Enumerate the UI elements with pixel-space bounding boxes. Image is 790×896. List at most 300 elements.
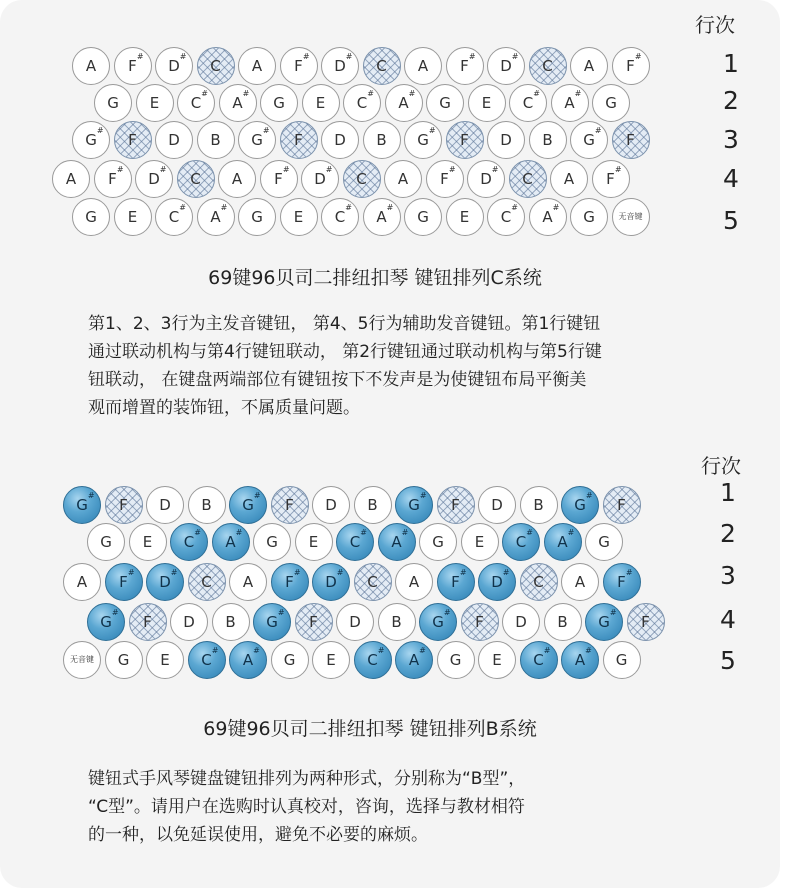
key-button [585, 603, 623, 641]
key-button [363, 121, 401, 159]
key-note: G [117, 650, 130, 669]
key-button [461, 603, 499, 641]
key-note: A [85, 56, 97, 75]
key-button [105, 563, 143, 601]
key-note: C # [168, 202, 186, 226]
key-note: F [451, 495, 460, 514]
sharp-mark: # [408, 88, 416, 98]
key-button [63, 486, 101, 524]
key-button [612, 121, 650, 159]
key-note: E [293, 207, 304, 226]
key-note: G [432, 532, 444, 551]
key-button [478, 486, 516, 524]
sharp-mark: # [302, 51, 310, 61]
key-button [280, 47, 318, 85]
key-button [253, 523, 291, 561]
key-button [52, 160, 90, 198]
key-note: G # [76, 490, 95, 514]
key-note: G # [251, 125, 270, 149]
key-note: E [315, 93, 326, 112]
key-button [295, 523, 333, 561]
key-note: F [460, 130, 469, 149]
key-note: C [522, 169, 533, 188]
key-button [114, 47, 152, 85]
key-note: F [617, 495, 626, 514]
key-button [280, 198, 318, 236]
key-note: G [583, 207, 595, 226]
sharp-mark: # [574, 88, 582, 98]
key-note: E [459, 207, 470, 226]
key-button [570, 47, 608, 85]
sharp-mark: # [179, 202, 186, 212]
key-note: F [294, 130, 303, 149]
key-button [212, 523, 250, 561]
key-button [114, 198, 152, 236]
sharp-mark: # [253, 490, 261, 500]
key-note: A # [564, 88, 582, 112]
key-note: D # [168, 51, 187, 75]
key-button [461, 523, 499, 561]
key-note: G [449, 650, 462, 669]
key-note: B [557, 612, 568, 631]
key-button [426, 84, 464, 122]
key-note: D [515, 612, 527, 631]
key-note: C # [190, 88, 208, 112]
key-button [419, 603, 457, 641]
key-note: G [417, 207, 429, 226]
key-button [260, 84, 298, 122]
key-button [105, 486, 143, 524]
key-note: C [533, 572, 544, 591]
sharp-mark: # [614, 164, 622, 174]
key-button [592, 84, 630, 122]
key-button [229, 486, 267, 524]
key-note: 无音键 [70, 655, 94, 664]
key-note: C [376, 56, 387, 75]
sharp-mark: # [448, 164, 456, 174]
key-button [529, 47, 567, 85]
key-button [155, 47, 193, 85]
sharp-mark: # [136, 51, 144, 61]
key-button [378, 523, 416, 561]
key-button [437, 641, 475, 679]
key-button [280, 121, 318, 159]
key-note: F # [274, 164, 290, 188]
key-button [238, 198, 276, 236]
sharp-mark: # [360, 527, 367, 537]
silent-button [63, 641, 101, 679]
key-button [302, 84, 340, 122]
key-note: G [100, 532, 112, 551]
sharp-mark: # [242, 88, 250, 98]
sharp-mark: # [428, 125, 436, 135]
key-button [520, 641, 558, 679]
key-note: F # [119, 567, 135, 591]
key-note: E [142, 532, 153, 551]
key-button [155, 121, 193, 159]
key-button [343, 84, 381, 122]
key-note: D [500, 130, 512, 149]
key-button [561, 563, 599, 601]
key-note: 无音键 [618, 212, 643, 221]
key-button [72, 121, 110, 159]
sharp-mark: # [377, 645, 385, 655]
sharp-mark: # [220, 202, 228, 212]
key-note: G [283, 650, 296, 669]
key-note: B [201, 495, 212, 514]
key-note: F # [460, 51, 476, 75]
key-button [295, 603, 333, 641]
row-number: 1 [723, 49, 739, 78]
silent-button [612, 198, 650, 236]
key-button [446, 121, 484, 159]
key-note: C [190, 169, 201, 188]
key-button [561, 641, 599, 679]
sharp-mark: # [345, 202, 352, 212]
row-number: 2 [723, 86, 739, 115]
key-note: F # [440, 164, 456, 188]
key-button [135, 160, 173, 198]
key-button [212, 603, 250, 641]
key-button [188, 641, 226, 679]
key-button [509, 160, 547, 198]
sharp-mark: # [293, 567, 301, 577]
key-button [94, 84, 132, 122]
key-note: D # [491, 567, 510, 591]
key-button [197, 121, 235, 159]
row-number: 3 [720, 561, 736, 590]
key-button [336, 523, 374, 561]
sharp-mark: # [511, 202, 518, 212]
key-note: F # [108, 164, 124, 188]
key-note: D # [325, 567, 344, 591]
key-button [87, 603, 125, 641]
key-note: G # [432, 607, 451, 631]
key-note: A [408, 572, 420, 591]
key-button [404, 198, 442, 236]
key-button [312, 486, 350, 524]
key-button [437, 563, 475, 601]
key-note: A # [391, 527, 409, 551]
key-note: G # [598, 607, 617, 631]
key-note: D [183, 612, 195, 631]
key-button [404, 121, 442, 159]
key-button [603, 563, 641, 601]
key-note: C [201, 572, 212, 591]
key-button [502, 523, 540, 561]
key-note: G # [242, 490, 261, 514]
key-note: E [481, 93, 492, 112]
sharp-mark: # [235, 527, 243, 537]
paragraph-line: 键钮式手风琴键盘键钮排列为两种形式，分别称为“B型”， [88, 769, 526, 789]
sharp-mark: # [594, 125, 602, 135]
key-button [354, 486, 392, 524]
key-button [301, 160, 339, 198]
description-b [88, 765, 525, 849]
key-note: E [326, 650, 336, 669]
key-button [336, 603, 374, 641]
key-note: E [492, 650, 502, 669]
sharp-mark: # [419, 490, 427, 500]
key-note: G [107, 93, 119, 112]
key-button [72, 198, 110, 236]
key-note: C # [334, 202, 352, 226]
sharp-mark: # [194, 527, 201, 537]
key-note: E [149, 93, 160, 112]
key-note: C # [201, 645, 219, 669]
key-button [114, 121, 152, 159]
sharp-mark: # [625, 567, 633, 577]
sharp-mark: # [159, 164, 167, 174]
diagram-caption-b: 69键96贝司二排纽扣琴 键钮排列B系统 [203, 718, 537, 740]
sharp-mark: # [253, 645, 260, 655]
sharp-mark: # [419, 645, 426, 655]
key-note: D # [334, 51, 353, 75]
key-note: C # [356, 88, 374, 112]
sharp-mark: # [87, 490, 95, 500]
key-note: E [474, 532, 485, 551]
key-note: A # [574, 645, 592, 669]
key-button [229, 563, 267, 601]
key-note: D # [500, 51, 519, 75]
key-button [603, 641, 641, 679]
key-button [561, 486, 599, 524]
sharp-mark: # [634, 51, 642, 61]
key-button [197, 47, 235, 85]
key-button [395, 563, 433, 601]
sharp-mark: # [609, 607, 617, 617]
key-note: A [417, 56, 429, 75]
key-note: B [542, 130, 553, 149]
key-note: C [356, 169, 367, 188]
key-button [468, 84, 506, 122]
key-button [404, 47, 442, 85]
sharp-mark: # [277, 607, 285, 617]
key-note: B [225, 612, 236, 631]
key-button [551, 84, 589, 122]
key-note: F [143, 612, 152, 631]
key-button [146, 641, 184, 679]
key-button [129, 523, 167, 561]
key-note: F [309, 612, 318, 631]
key-button [321, 198, 359, 236]
key-note: A # [242, 645, 260, 669]
key-button [271, 641, 309, 679]
row-number: 1 [720, 478, 736, 507]
key-button [363, 198, 401, 236]
sharp-mark: # [179, 51, 187, 61]
key-button [363, 47, 401, 85]
key-note: E [127, 207, 138, 226]
key-button [627, 603, 665, 641]
key-note: A # [376, 202, 394, 226]
key-note: B [391, 612, 402, 631]
sharp-mark: # [367, 88, 374, 98]
key-note: B [376, 130, 387, 149]
key-button [146, 486, 184, 524]
key-note: F [641, 612, 650, 631]
key-button [487, 47, 525, 85]
diagram-caption-c: 69键96贝司二排纽扣琴 键钮排列C系统 [208, 267, 542, 289]
sharp-mark: # [502, 567, 510, 577]
key-button [419, 523, 457, 561]
sharp-mark: # [552, 202, 560, 212]
key-button [253, 603, 291, 641]
key-note: A [583, 56, 595, 75]
key-button [509, 84, 547, 122]
key-note: C [367, 572, 378, 591]
key-button [592, 160, 630, 198]
key-note: A [574, 572, 586, 591]
key-button [384, 160, 422, 198]
key-button [529, 121, 567, 159]
key-note: F [128, 130, 137, 149]
key-button [385, 84, 423, 122]
key-button [467, 160, 505, 198]
key-note: A # [542, 202, 560, 226]
key-note: F [119, 495, 128, 514]
key-note: C # [515, 527, 533, 551]
key-button [603, 486, 641, 524]
key-note: C # [522, 88, 540, 112]
key-button [72, 47, 110, 85]
key-note: C # [367, 645, 385, 669]
sharp-mark: # [491, 164, 499, 174]
key-note: C # [533, 645, 551, 669]
key-button [478, 641, 516, 679]
key-note: B [367, 495, 378, 514]
key-button [188, 563, 226, 601]
key-note: D [491, 495, 503, 514]
key-button [544, 603, 582, 641]
key-note: D # [314, 164, 333, 188]
key-button [136, 84, 174, 122]
key-note: A # [557, 527, 575, 551]
key-button [238, 121, 276, 159]
sharp-mark: # [262, 125, 270, 135]
key-button [378, 603, 416, 641]
key-button [520, 486, 558, 524]
key-note: G [251, 207, 263, 226]
key-button [395, 641, 433, 679]
key-button [520, 563, 558, 601]
key-note: F [285, 495, 294, 514]
row-number: 5 [720, 646, 736, 675]
key-button [529, 198, 567, 236]
key-note: D [334, 130, 346, 149]
key-note: F [475, 612, 484, 631]
key-button [188, 486, 226, 524]
key-note: C # [183, 527, 201, 551]
key-button [105, 641, 143, 679]
sharp-mark: # [325, 164, 333, 174]
sharp-mark: # [201, 88, 208, 98]
key-note: A [563, 169, 575, 188]
key-button [155, 198, 193, 236]
key-button [321, 121, 359, 159]
key-button [570, 121, 608, 159]
sharp-mark: # [116, 164, 124, 174]
sharp-mark: # [336, 567, 344, 577]
key-note: A [65, 169, 77, 188]
key-note: A # [225, 527, 243, 551]
key-button [219, 84, 257, 122]
key-note: G [615, 650, 628, 669]
key-note: G # [574, 490, 593, 514]
row-number: 4 [720, 605, 736, 634]
key-button [487, 198, 525, 236]
key-note: D [159, 495, 171, 514]
key-note: D # [148, 164, 167, 188]
key-button [63, 563, 101, 601]
key-note: C # [349, 527, 367, 551]
sharp-mark: # [543, 645, 551, 655]
sharp-mark: # [127, 567, 135, 577]
key-note: A [76, 572, 88, 591]
key-button [170, 603, 208, 641]
key-note: A [397, 169, 409, 188]
key-note: G # [85, 125, 104, 149]
paragraph-line: 通过联动机构与第4行键钮联动， 第2行键钮通过联动机构与第5行键 [88, 342, 602, 362]
paragraph-line: 观而增置的装饰钮，不属质量问题。 [88, 398, 360, 418]
key-note: G [598, 532, 610, 551]
key-note: C [542, 56, 553, 75]
sharp-mark: # [468, 51, 476, 61]
key-note: A [242, 572, 254, 591]
sharp-mark: # [585, 645, 592, 655]
key-button [170, 523, 208, 561]
key-button [354, 563, 392, 601]
key-note: E [160, 650, 170, 669]
key-button [585, 523, 623, 561]
sharp-mark: # [345, 51, 353, 61]
sharp-mark: # [567, 527, 575, 537]
sharp-mark: # [585, 490, 593, 500]
sharp-mark: # [282, 164, 290, 174]
key-note: D [168, 130, 180, 149]
key-note: G [85, 207, 97, 226]
key-button [502, 603, 540, 641]
key-note: A [231, 169, 243, 188]
key-button [395, 486, 433, 524]
key-button [426, 160, 464, 198]
row-header-label: 行次 [701, 454, 741, 478]
key-button [544, 523, 582, 561]
key-button [446, 198, 484, 236]
key-button [177, 84, 215, 122]
key-button [487, 121, 525, 159]
key-note: B [533, 495, 544, 514]
key-button [321, 47, 359, 85]
row-number: 3 [723, 125, 739, 154]
key-note: G # [417, 125, 436, 149]
key-button [437, 486, 475, 524]
key-button [312, 641, 350, 679]
key-note: D [349, 612, 361, 631]
key-button [570, 198, 608, 236]
key-button [550, 160, 588, 198]
key-button [129, 603, 167, 641]
key-button [94, 160, 132, 198]
key-button [343, 160, 381, 198]
sharp-mark: # [526, 527, 533, 537]
key-note: G [266, 532, 278, 551]
sharp-mark: # [443, 607, 451, 617]
sharp-mark: # [211, 645, 219, 655]
paragraph-line: 第1、2、3行为主发音键钮， 第4、5行为辅助发音键钮。第1行键钮 [88, 314, 601, 334]
key-note: A # [232, 88, 250, 112]
row-number: 5 [723, 206, 739, 235]
